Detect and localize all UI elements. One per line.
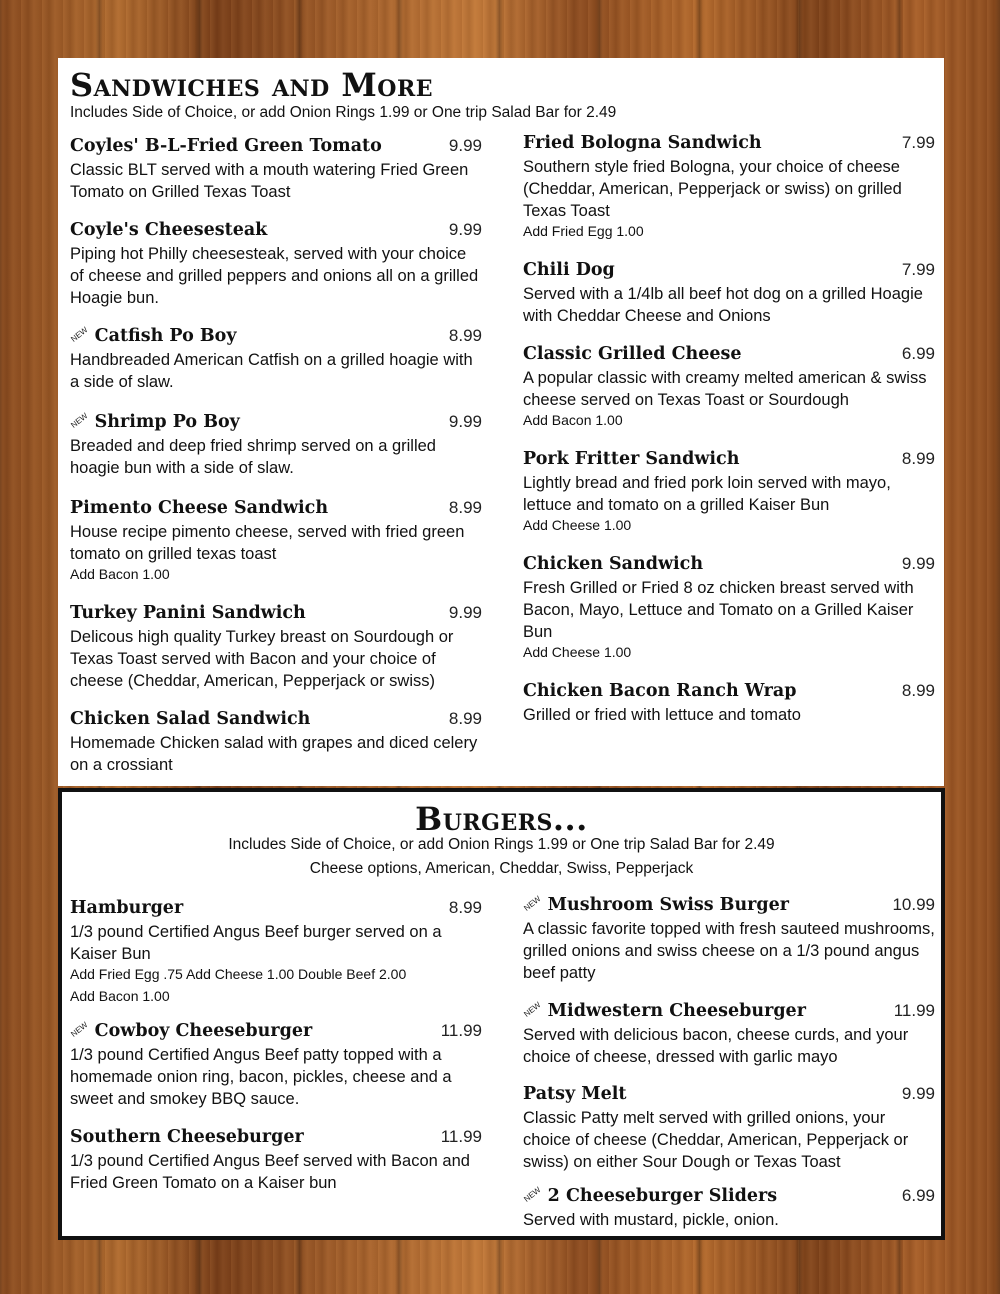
item-addon: Add Fried Egg 1.00: [523, 223, 644, 239]
item-price: 8.99: [448, 498, 482, 517]
item-description: Grilled or fried with lettuce and tomato: [523, 706, 801, 724]
item-price: 6.99: [901, 1186, 935, 1205]
item-name: Mushroom Swiss Burger: [547, 895, 789, 915]
item-description: Served with delicious bacon, cheese curds, and your choice of cheese, dressed with garlic mayo: [523, 1026, 909, 1066]
sandwiches-title: Sandwiches and More: [70, 66, 433, 104]
item-price: 9.99: [448, 220, 482, 239]
item-name: Classic Grilled Cheese: [523, 344, 742, 364]
item-name: Chicken Bacon Ranch Wrap: [523, 681, 797, 701]
item-description: Delicous high quality Turkey breast on Sourdough or Texas Toast served with Bacon and your choice of cheese (Cheddar, American, Pepperjack or swiss): [70, 628, 454, 690]
menu-item: [70, 898, 482, 1006]
item-price: 8.99: [448, 709, 482, 728]
item-description: Breaded and deep fried shrimp served on a grilled hoagie bun with a side of slaw.: [70, 437, 436, 477]
sandwiches-panel: [58, 58, 944, 786]
item-name: Coyles' B-L-Fried Green Tomato: [70, 136, 382, 156]
item-price: 9.99: [448, 412, 482, 431]
burgers-title: Burgers...: [415, 800, 588, 838]
menu-item: [70, 412, 482, 479]
menu-item: [523, 681, 935, 726]
menu-item: [523, 344, 935, 430]
item-name: Chicken Salad Sandwich: [70, 709, 311, 729]
item-name: Coyle's Cheesesteak: [70, 220, 268, 240]
new-badge: NEW: [69, 411, 90, 430]
item-price: 11.99: [440, 1127, 482, 1146]
menu-item: [70, 220, 482, 309]
item-description: 1/3 pound Certified Angus Beef burger served on a Kaiser Bun: [70, 923, 442, 963]
menu-item: [70, 326, 482, 393]
item-description: 1/3 pound Certified Angus Beef patty topped with a homemade onion ring, bacon, pickles, cheese and a sweet and smokey BBQ sauce.: [70, 1046, 452, 1108]
new-badge: NEW: [522, 1185, 543, 1204]
item-description: Fresh Grilled or Fried 8 oz chicken breast served with Bacon, Mayo, Lettuce and Tomato on a Grilled Kaiser Bun: [523, 579, 914, 641]
item-name: Fried Bologna Sandwich: [523, 133, 762, 153]
item-name: Southern Cheeseburger: [70, 1127, 304, 1147]
item-description: A classic favorite topped with fresh sauteed mushrooms, grilled onions and swiss cheese on a 1/3 pound angus beef patty: [523, 920, 935, 982]
menu-item: [523, 133, 935, 241]
item-name: Turkey Panini Sandwich: [70, 603, 306, 623]
item-price: 6.99: [901, 344, 935, 363]
menu-item: [70, 498, 482, 584]
menu-item: [523, 449, 935, 535]
item-description: Served with a 1/4lb all beef hot dog on a grilled Hoagie with Cheddar Cheese and Onions: [523, 285, 923, 325]
menu-item: [523, 554, 935, 662]
burgers-panel: [58, 788, 945, 1240]
item-description: Homemade Chicken salad with grapes and diced celery on a crossiant: [70, 734, 478, 774]
item-price: 8.99: [901, 681, 935, 700]
item-addon: Add Bacon 1.00: [70, 988, 170, 1004]
item-name: Pork Fritter Sandwich: [523, 449, 740, 469]
item-name: 2 Cheeseburger Sliders: [547, 1186, 778, 1206]
menu-item: [70, 136, 482, 203]
menu-item: [523, 895, 935, 984]
item-name: Cowboy Cheeseburger: [94, 1021, 313, 1041]
item-addon: Add Cheese 1.00: [523, 517, 632, 533]
item-addon: Add Bacon 1.00: [70, 566, 170, 582]
new-badge: NEW: [522, 1000, 543, 1019]
item-price: 8.99: [448, 898, 482, 917]
item-name: Chicken Sandwich: [523, 554, 704, 574]
item-description: Handbreaded American Catfish on a grilled hoagie with a side of slaw.: [70, 351, 473, 391]
item-price: 9.99: [901, 1084, 935, 1103]
item-description: 1/3 pound Certified Angus Beef served with Bacon and Fried Green Tomato on a Kaiser bun: [70, 1152, 470, 1192]
item-name: Patsy Melt: [523, 1084, 627, 1104]
burgers-cheese-options: Cheese options, American, Cheddar, Swiss, Pepperjack: [309, 860, 694, 877]
item-name: Catfish Po Boy: [94, 326, 237, 346]
item-addon: Add Cheese 1.00: [523, 644, 632, 660]
item-price: 11.99: [440, 1021, 482, 1040]
item-name: Hamburger: [70, 898, 184, 918]
menu-item: [70, 1021, 482, 1110]
burgers-subtitle: Includes Side of Choice, or add Onion Rings 1.99 or One trip Salad Bar for 2.49: [228, 836, 775, 853]
item-description: House recipe pimento cheese, served with fried green tomato on grilled texas toast: [70, 523, 465, 563]
item-name: Shrimp Po Boy: [94, 412, 240, 432]
item-addon: Add Fried Egg .75 Add Cheese 1.00 Double Beef 2.00: [70, 966, 407, 982]
item-name: Chili Dog: [523, 260, 615, 280]
menu-item: [523, 260, 935, 327]
item-price: 9.99: [448, 603, 482, 622]
item-description: Southern style fried Bologna, your choice of cheese (Cheddar, American, Pepperjack or swiss) on grilled Texas Toast: [523, 158, 902, 220]
item-description: Served with mustard, pickle, onion.: [523, 1211, 779, 1229]
item-addon: Add Bacon 1.00: [523, 412, 623, 428]
new-badge: NEW: [69, 1020, 90, 1039]
item-name: Midwestern Cheeseburger: [547, 1001, 806, 1021]
item-price: 10.99: [892, 895, 935, 914]
item-price: 8.99: [901, 449, 935, 468]
item-description: Classic Patty melt served with grilled onions, your choice of cheese (Cheddar, American, Pepperjack or swiss) on either Sour Dough or Texas Toast: [523, 1109, 909, 1171]
new-badge: NEW: [522, 894, 543, 913]
menu-item: [523, 1001, 935, 1068]
item-description: Piping hot Philly cheesesteak, served with your choice of cheese and grilled peppers and onions all on a grilled Hoagie bun.: [70, 245, 479, 307]
item-price: 7.99: [901, 133, 935, 152]
item-price: 8.99: [448, 326, 482, 345]
menu-item: [523, 1186, 935, 1231]
item-price: 9.99: [448, 136, 482, 155]
menu-item: [70, 603, 482, 692]
item-price: 11.99: [893, 1001, 935, 1020]
item-description: A popular classic with creamy melted american & swiss cheese served on Texas Toast or Sourdough: [523, 369, 927, 409]
item-description: Lightly bread and fried pork loin served with mayo, lettuce and tomato on a grilled Kaiser Bun: [523, 474, 891, 514]
sandwiches-subtitle: Includes Side of Choice, or add Onion Rings 1.99 or One trip Salad Bar for 2.49: [70, 104, 617, 121]
new-badge: NEW: [69, 325, 90, 344]
item-price: 7.99: [901, 260, 935, 279]
item-name: Pimento Cheese Sandwich: [70, 498, 329, 518]
menu-item: [70, 1127, 482, 1194]
item-price: 9.99: [901, 554, 935, 573]
menu-item: [70, 709, 482, 776]
item-description: Classic BLT served with a mouth watering Fried Green Tomato on Grilled Texas Toast: [70, 161, 469, 201]
menu-item: [523, 1084, 935, 1173]
